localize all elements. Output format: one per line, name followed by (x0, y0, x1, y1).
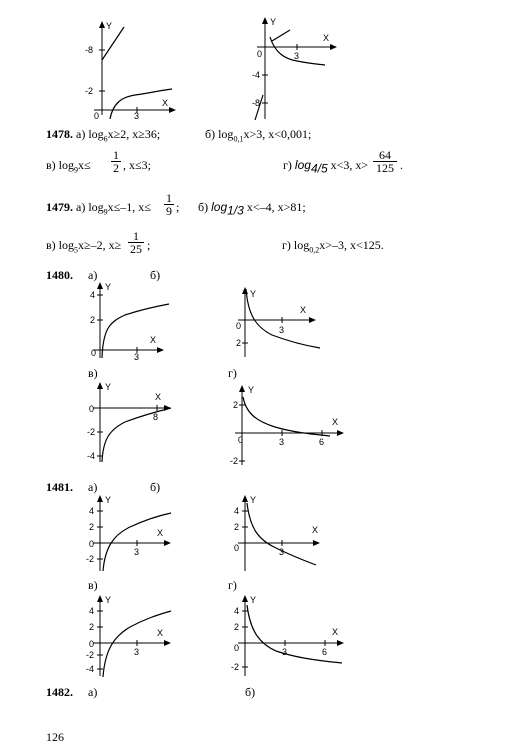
problem-1479-a: 1479. а) $\log_9x\le-1$, x≤ (46, 200, 151, 217)
svg-text:-2: -2 (230, 456, 239, 466)
problem-1480-header: 1480. (46, 268, 73, 282)
svg-text:3: 3 (294, 51, 300, 61)
svg-text:3: 3 (134, 352, 140, 362)
graph-1481-b (230, 493, 330, 573)
svg-text:4: 4 (90, 290, 96, 300)
graph-1480-a (85, 280, 175, 360)
svg-text:X: X (300, 305, 307, 315)
problem-1478-g: г) $\log_{4/5} x<3$, x> (283, 158, 369, 176)
fraction-1-9: 1 9 (166, 191, 172, 218)
svg-text:-8: -8 (252, 98, 261, 108)
svg-text:4: 4 (89, 606, 95, 616)
svg-text:-2: -2 (87, 427, 96, 437)
svg-text:Y: Y (105, 282, 112, 292)
svg-text:-4: -4 (86, 664, 95, 674)
svg-text:4: 4 (234, 506, 240, 516)
svg-text:-4: -4 (87, 451, 96, 461)
problem-1481-header: 1481. (46, 480, 73, 494)
svg-text:0: 0 (89, 639, 95, 649)
svg-text:2: 2 (234, 522, 240, 532)
graph-1480-v (85, 380, 180, 465)
svg-text:3: 3 (134, 111, 140, 121)
svg-text:-8: -8 (85, 45, 94, 55)
graph-1481-v (85, 593, 180, 678)
svg-text:6: 6 (319, 437, 325, 447)
svg-text:0: 0 (94, 111, 100, 121)
svg-text:0: 0 (257, 49, 263, 59)
svg-text:Y: Y (105, 595, 112, 605)
svg-text:2: 2 (233, 400, 239, 410)
svg-text:0: 0 (234, 543, 240, 553)
axis-x-label: X (323, 33, 330, 43)
svg-text:3: 3 (279, 437, 285, 447)
svg-text:3: 3 (134, 647, 140, 657)
svg-text:X: X (332, 417, 339, 427)
svg-text:Y: Y (250, 289, 257, 299)
fraction-1-2: 1 2 (113, 148, 119, 175)
svg-text:3: 3 (134, 547, 140, 557)
svg-text:0: 0 (234, 643, 240, 653)
svg-text:2: 2 (89, 522, 95, 532)
svg-text:X: X (155, 392, 162, 402)
svg-text:Y: Y (105, 382, 112, 392)
svg-text:2: 2 (234, 622, 240, 632)
svg-text:8: 8 (153, 412, 159, 422)
svg-text:0: 0 (91, 348, 97, 358)
svg-text:4: 4 (89, 506, 95, 516)
svg-text:0: 0 (238, 435, 244, 445)
svg-text:X: X (332, 627, 339, 637)
svg-text:X: X (312, 525, 319, 535)
svg-text:4: 4 (234, 606, 240, 616)
axis-y-label: Y (270, 17, 277, 27)
svg-text:3: 3 (279, 325, 285, 335)
svg-text:X: X (157, 528, 164, 538)
svg-text:6: 6 (322, 647, 328, 657)
svg-text:2: 2 (89, 622, 95, 632)
problem-1479-b: б) $\log_{1/3} x<-4$, x>81; (198, 200, 306, 218)
svg-text:-2: -2 (231, 662, 240, 672)
svg-text:Y: Y (105, 495, 112, 505)
svg-text:-2: -2 (86, 554, 95, 564)
svg-text:X: X (157, 628, 164, 638)
problem-1479-g: г) $\log_{0,2}x>-3$, x<125. (282, 238, 384, 255)
problem-1478-a: 1478. а) $\log_6x\ge 2$, x≥36; (46, 127, 161, 144)
problem-1478-b: б) $\log_{0,1}x>3$, x<0,001; (205, 127, 312, 144)
svg-text:Y: Y (248, 385, 255, 395)
svg-text:Y: Y (250, 495, 257, 505)
problem-1479-v: в) $\log_5x\ge-2$, x≥ (46, 238, 122, 255)
svg-text:3: 3 (282, 647, 288, 657)
problem-1478-v: в) $\log_9x\le$ (46, 158, 91, 175)
svg-text:0: 0 (89, 539, 95, 549)
svg-text:X: X (150, 335, 157, 345)
graph-1480-g (230, 383, 350, 468)
svg-text:-2: -2 (85, 86, 94, 96)
svg-text:Y: Y (250, 595, 257, 605)
svg-text:0: 0 (89, 404, 95, 414)
problem-1482-header: 1482. (46, 685, 73, 699)
svg-text:2: 2 (90, 315, 96, 325)
svg-text:2: 2 (236, 338, 242, 348)
axis-x-label: X (162, 98, 169, 108)
top-left-graph (80, 15, 180, 120)
fraction-64-125: 64 125 (373, 149, 397, 174)
svg-text:-2: -2 (86, 650, 95, 660)
svg-text:3: 3 (279, 547, 285, 557)
graph-1481-a (85, 493, 180, 573)
graph-1480-b (230, 285, 325, 360)
graph-1481-g (230, 593, 355, 678)
top-right-graph (245, 15, 345, 120)
svg-text:0: 0 (236, 321, 242, 331)
fraction-1-25: 1 25 (130, 229, 142, 256)
axis-y-label: Y (106, 21, 113, 31)
svg-text:-4: -4 (252, 70, 261, 80)
page-number: 126 (46, 730, 64, 744)
